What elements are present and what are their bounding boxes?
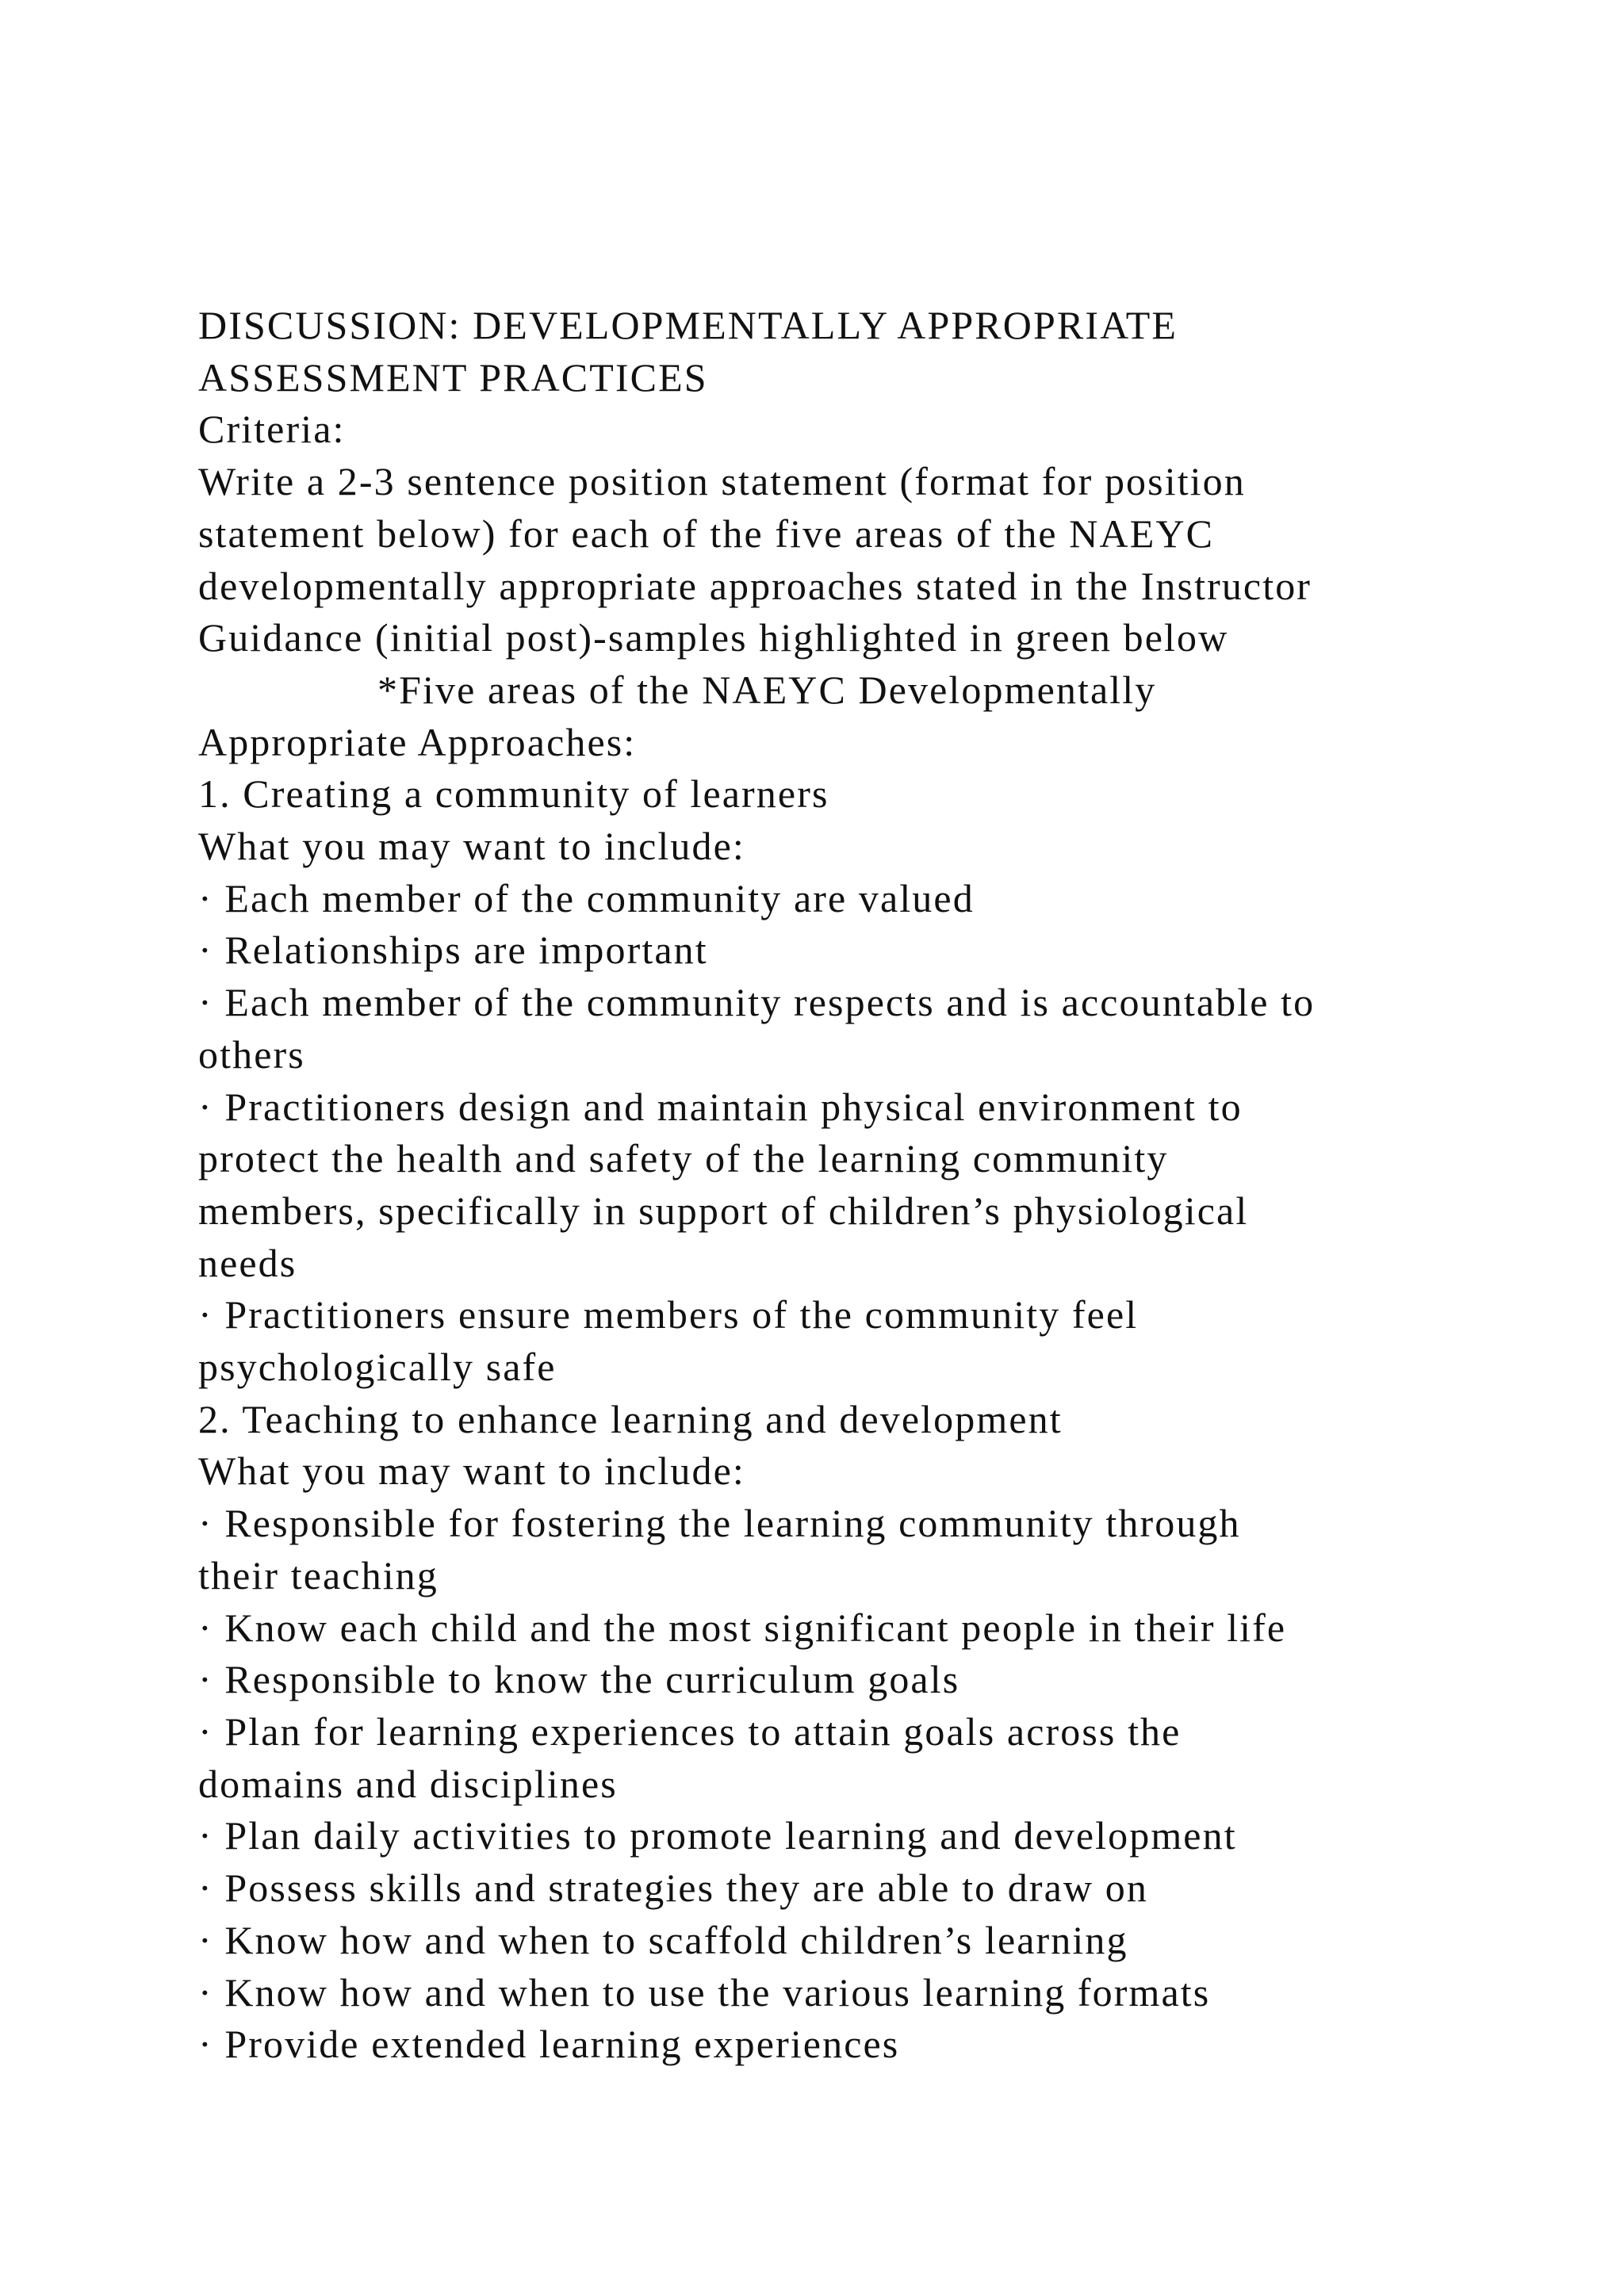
include-label: What you may want to include: (198, 824, 745, 869)
instruction-line: Write a 2-3 sentence position statement (format for position (198, 459, 1246, 504)
bullet-item-cont: their teaching (198, 1552, 439, 1598)
bullet-item-cont: others (198, 1031, 305, 1077)
document-title-line-2: ASSESSMENT PRACTICES (198, 354, 708, 400)
bullet-item: · Responsible for fostering the learning community through (198, 1501, 1241, 1546)
document-title-line-1: DISCUSSION: DEVELOPMENTALLY APPROPRIATE (198, 303, 1178, 347)
bullet-item-cont: protect the health and safety of the learning community (198, 1136, 1169, 1181)
bullet-item: · Know each child and the most significant people in their life (198, 1605, 1287, 1650)
bullet-item: · Practitioners design and maintain physical environment to (198, 1084, 1243, 1129)
bullet-item-cont: psychologically safe (198, 1345, 557, 1390)
bullet-item: · Plan for learning experiences to attain goals across the (198, 1709, 1182, 1754)
bullet-item: · Plan daily activities to promote learning and development (198, 1813, 1237, 1858)
bullet-item: · Responsible to know the curriculum goals (198, 1657, 960, 1702)
bullet-item-cont: domains and disciplines (198, 1761, 618, 1806)
section-heading-1: 1. Creating a community of learners (198, 771, 829, 817)
document-body (198, 300, 1435, 2071)
bullet-item-cont: members, specifically in support of children’s physiological (198, 1188, 1249, 1233)
bullet-item: · Practitioners ensure members of the community feel (198, 1292, 1139, 1337)
instruction-line: statement below) for each of the five areas of the NAEYC (198, 511, 1215, 556)
criteria-heading: Criteria: (198, 407, 346, 452)
bullet-item: · Possess skills and strategies they are able to draw on (198, 1866, 1148, 1911)
bullet-item: · Know how and when to use the various learning formats (198, 1969, 1211, 2015)
five-areas-heading: *Five areas of the NAEYC Developmentally (377, 667, 1157, 712)
bullet-item: · Provide extended learning experiences (198, 2022, 900, 2067)
bullet-item: · Each member of the community respects and is accountable to (198, 980, 1316, 1025)
instruction-line: developmentally appropriate approaches stated in the Instructor (198, 563, 1312, 608)
instruction-line: Guidance (initial post)-samples highlighted in green below (198, 615, 1229, 660)
include-label: What you may want to include: (198, 1448, 745, 1494)
bullet-item: · Relationships are important (198, 928, 708, 973)
bullet-item-cont: needs (198, 1240, 297, 1285)
five-areas-heading-cont: Appropriate Approaches: (198, 719, 637, 764)
section-heading-2: 2. Teaching to enhance learning and development (198, 1396, 1063, 1441)
bullet-item: · Each member of the community are valued (198, 875, 975, 920)
bullet-item: · Know how and when to scaffold children’s learning (198, 1917, 1128, 1962)
